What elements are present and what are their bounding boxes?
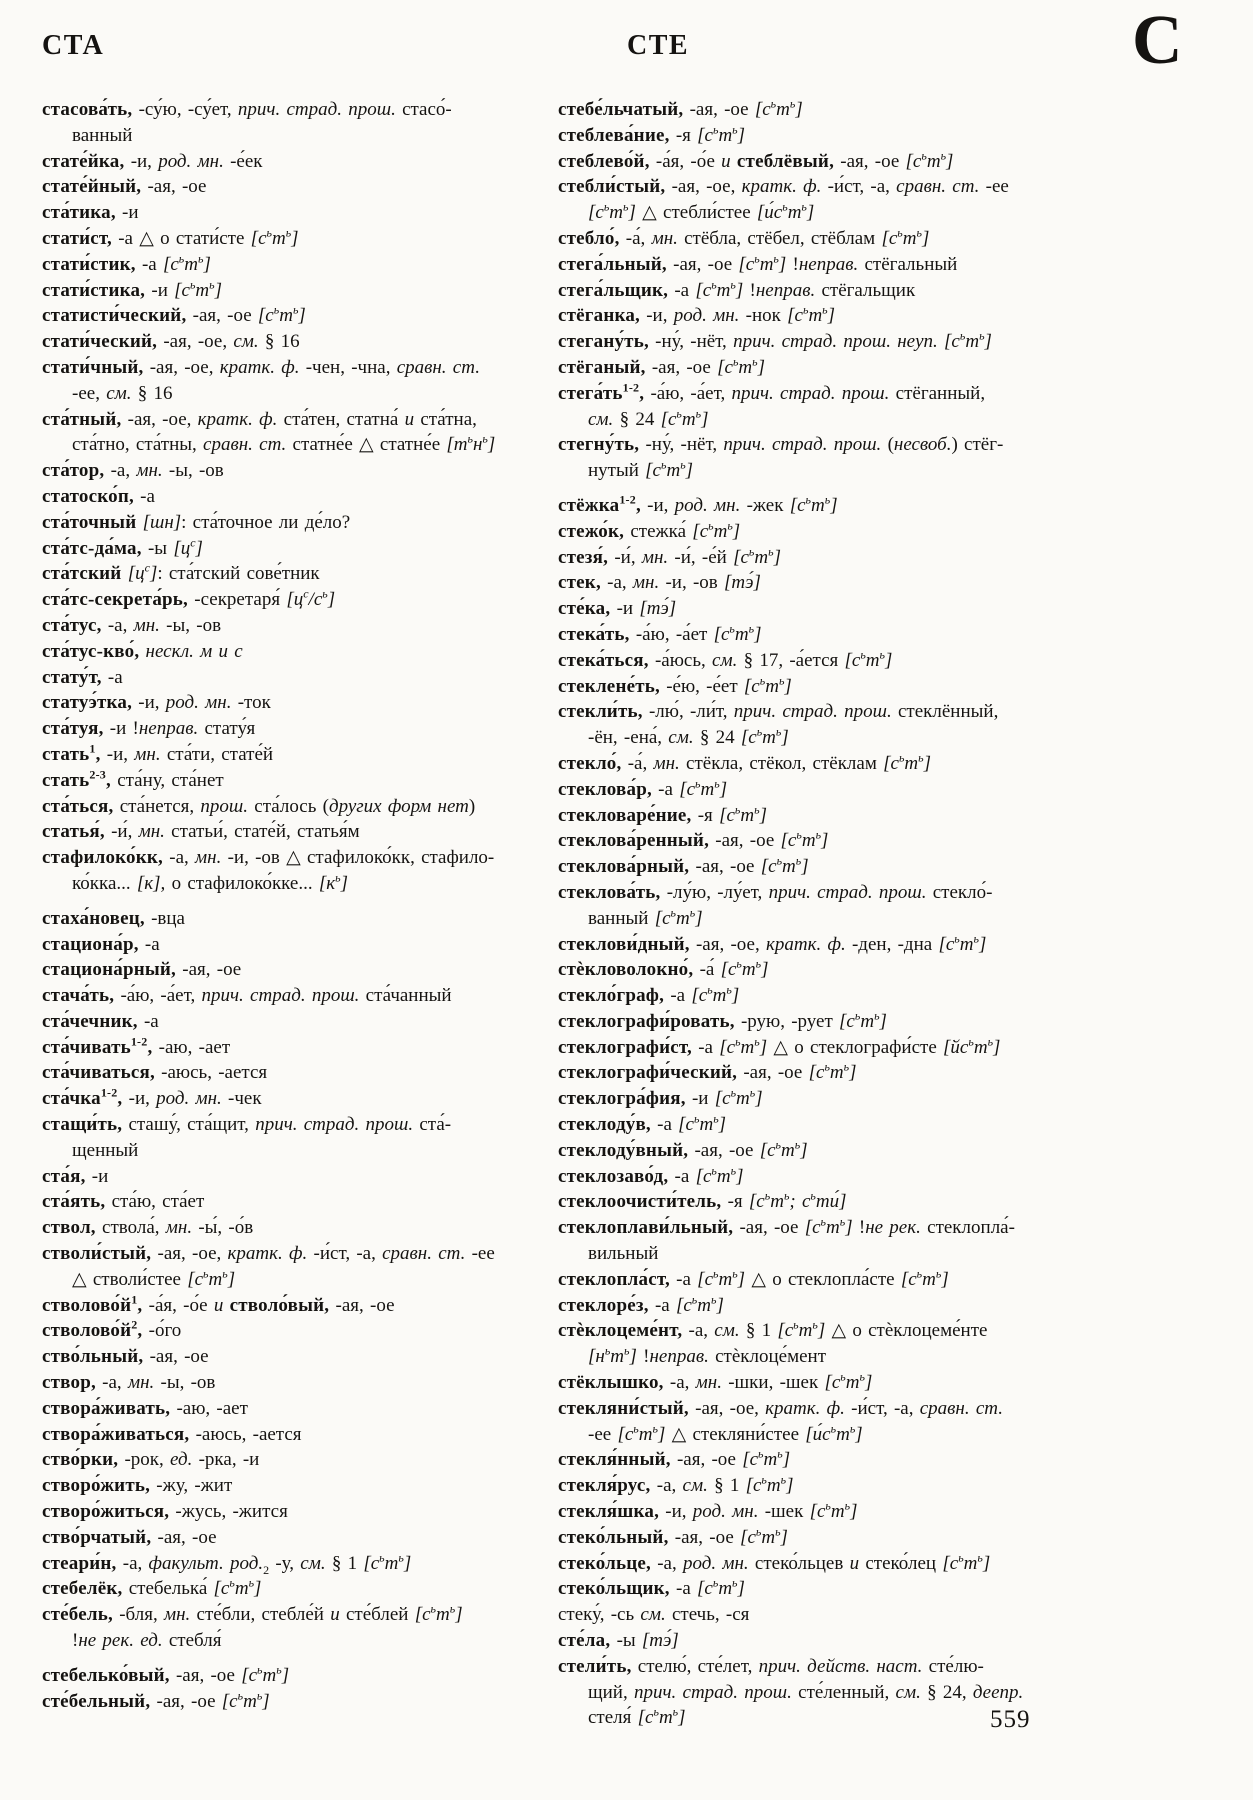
dictionary-entry: стеклографи́ческий, -ая, -ое $[с^ьт^ь]$ xyxy=(558,1060,857,1084)
dictionary-entry: стѐклоцеме́нт, -а, см. § 1 $[с^ьт^ь]$ △ о стѐклоцеме́нте $[н^ьт^ь]$ !неправ. стѐклоце́мент xyxy=(558,1318,988,1368)
dictionary-entry: статоско́п, -а xyxy=(42,485,155,507)
dictionary-entry: стѐкловолокно́, -а́ $[с^ьт^ь]$ xyxy=(558,956,769,981)
dictionary-entry: стеклова́р, -а $[с^ьт^ь]$ xyxy=(558,776,728,800)
dictionary-entry: ста́тс-да́ма, -ы $[ц^с]$ xyxy=(42,535,203,559)
dictionary-entry: стекляни́стый, -ая, -ое, кратк. ф. -и́ст, -а, сравн. ст. -ее $[с^ьт^ь]$ △ стекляни́стее $[и́с^ьт^ь]$ xyxy=(558,1397,1003,1445)
dictionary-entry: стать$^{2-3}$, ста́ну, ста́нет xyxy=(42,767,224,791)
dictionary-entry: стека́ть, -а́ю, -а́ет $[с^ьт^ь]$ xyxy=(558,621,762,645)
dictionary-entry: стасова́ть, -су́ю, -су́ет, прич. страд. прош. стасо́- ванный xyxy=(42,99,452,146)
dictionary-entry: стеклогра́фия, -и $[с^ьт^ь]$ xyxy=(558,1085,763,1110)
dictionary-entry: стеклоре́з, -а $[с^ьт^ь]$ xyxy=(558,1292,724,1316)
dictionary-entry: стеклоплави́льный, -ая, -ое $[с^ьт^ь]$ !не рек. стеклопла́- вильный xyxy=(558,1214,1015,1265)
dictionary-entry: стёжка$^{1-2}$, -и, род. мн. -жек $[с^ьт^ь]$ xyxy=(558,492,838,516)
dictionary-entry: створа́живать, -аю, -ает xyxy=(42,1397,248,1419)
dictionary-entry: стежо́к, стежка́ $[с^ьт^ь]$ xyxy=(558,518,741,542)
left-column xyxy=(42,97,554,1757)
dictionary-entry: стегну́ть, -ну́, -нёт, прич. страд. прош. (несвоб.) стёг- нутый $[с^ьт^ь]$ xyxy=(558,434,1004,482)
dictionary-entry: стёганка, -и, род. мн. -нок $[с^ьт^ь]$ xyxy=(558,303,836,327)
dictionary-entry: стеклова́ть, -лу́ю, -лу́ет, прич. страд. прош. стекло́- ванный $[с^ьт^ь]$ xyxy=(558,881,993,929)
dictionary-entry: ста́тский $[ц^с]$: ста́тский сове́тник xyxy=(42,561,320,585)
dictionary-entry: стебе́льчатый, -ая, -ое $[с^ьт^ь]$ xyxy=(558,97,803,120)
dictionary-entry: стекло́, -а́, мн. стёкла, стёкол, стёклам $[с^ьт^ь]$ xyxy=(558,750,932,774)
dictionary-entry: стекля́рус, -а, см. § 1 $[с^ьт^ь]$ xyxy=(558,1472,794,1497)
dictionary-entry: стезя́, -и́, мн. -и́, -е́й $[с^ьт^ь]$ xyxy=(558,544,781,568)
dictionary-entry: стеклоду́в, -а $[с^ьт^ь]$ xyxy=(558,1111,727,1136)
dictionary-entry: стебелёк, стебелька́ $[с^ьт^ь]$ xyxy=(42,1576,262,1600)
dictionary-entry: стати́чный, -ая, -ое, кратк. ф. -чен, -чна, сравн. ст. -ее, см. § 16 xyxy=(42,356,480,404)
dictionary-entry: стекля́нный, -ая, -ое $[с^ьт^ь]$ xyxy=(558,1447,791,1471)
dictionary-entry: стеблева́ние, -я $[с^ьт^ь]$ xyxy=(558,122,746,146)
dictionary-entry: стати́стик, -а $[с^ьт^ь]$ xyxy=(42,251,211,275)
dictionary-entry: ста́я, -и xyxy=(42,1165,109,1187)
dictionary-entry: статисти́ческий, -ая, -ое $[с^ьт^ь]$ xyxy=(42,303,306,327)
dictionary-entry: стати́ческий, -ая, -ое, см. § 16 xyxy=(42,331,300,353)
dictionary-entry: створа́живаться, -аюсь, -ается xyxy=(42,1423,302,1445)
dictionary-entry: стача́ть, -а́ю, -а́ет, прич. страд. прош. ста́чанный xyxy=(42,985,452,1007)
running-head-right: СТЕ xyxy=(627,30,690,61)
dictionary-entry: $стволово́й^1$, -а́я, -о́е и стволо́вый, -ая, -ое xyxy=(42,1292,395,1316)
dictionary-entry: ста́тс-секрета́рь, -секретаря́ $[ц^с/с^ь]$ xyxy=(42,586,336,611)
dictionary-entry: стек, -а, мн. -и, -ов [тэ́] xyxy=(558,572,761,594)
dictionary-entry: стату́т, -а xyxy=(42,666,123,688)
dictionary-entry: $стволово́й^2$, -о́го xyxy=(42,1318,182,1342)
dictionary-entry: стёганый, -ая, -ое $[с^ьт^ь]$ xyxy=(558,354,766,378)
dictionary-entry: стациона́р, -а xyxy=(42,933,160,955)
dictionary-entry: створо́житься, -жусь, -жится xyxy=(42,1501,288,1523)
dictionary-entry: стека́ться, -а́юсь, см. § 17, -а́ется $[с^ьт^ь]$ xyxy=(558,647,893,671)
dictionary-entry: стать$^1$, -и, мн. ста́ти, стате́й xyxy=(42,741,274,765)
dictionary-entry: стате́йка, -и, род. мн. -е́ек xyxy=(42,150,263,172)
dictionary-entry: стели́ть, стелю́, сте́лет, прич. действ. наст. сте́лю- щий, прич. страд. прош. сте́ленный, см. § 24, деепр. стеля́ $[с^ьт^ь]$ xyxy=(558,1655,1024,1729)
dictionary-entry: стеари́н, -а, факульт. $род._2$ -у, см. § 1 $[с^ьт^ь]$ xyxy=(42,1550,412,1577)
dictionary-entry: стебелько́вый, -ая, -ое $[с^ьт^ь]$ xyxy=(42,1662,290,1686)
dictionary-entry: стациона́рный, -ая, -ое xyxy=(42,959,242,981)
dictionary-entry: ста́тор, -а, мн. -ы, -ов xyxy=(42,460,224,482)
dictionary-entry: $стега́ть^{1-2}$, -а́ю, -а́ет, прич. страд. прош. стёганный, см. § 24 $[с^ьт^ь]$ xyxy=(558,380,986,430)
section-letter: С xyxy=(1132,2,1183,79)
dictionary-entry: ствол, ствола́, мн. -ы́, -о́в xyxy=(42,1217,254,1239)
dictionary-entry: стеклови́дный, -ая, -ое, кратк. ф. -ден, -дна $[с^ьт^ь]$ xyxy=(558,931,987,955)
dictionary-entry: стегану́ть, -ну́, -нёт, прич. страд. прош. неуп. $[с^ьт^ь]$ xyxy=(558,328,992,353)
dictionary-entry: стеблево́й, -а́я, -о́е и стеблёвый, -ая, -ое $[с^ьт^ь]$ xyxy=(558,148,954,172)
dictionary-entry: стеклене́ть, -е́ю, -е́ет $[с^ьт^ь]$ xyxy=(558,673,792,697)
dictionary-entry: стеклова́рный, -ая, -ое $[с^ьт^ь]$ xyxy=(558,853,809,878)
dictionary-entry: ста́точный [шн]: ста́точное ли де́ло? xyxy=(42,511,351,533)
dictionary-entry: стащи́ть, сташу́, ста́щит, прич. страд. прош. ста́- щенный xyxy=(42,1114,452,1161)
dictionary-entry: стаха́новец, -вца xyxy=(42,907,185,929)
page-number: 559 xyxy=(990,1706,1031,1733)
dictionary-entry: ста́тика, -и xyxy=(42,202,139,224)
dictionary-entry: стеко́льце, -а, род. мн. стеко́льцев и стеко́лец $[с^ьт^ь]$ xyxy=(558,1550,991,1574)
dictionary-entry: ство́рчатый, -ая, -ое xyxy=(42,1526,217,1548)
dictionary-entry: створо́жить, -жу, -жит xyxy=(42,1475,233,1497)
dictionary-entry: стеку́, -сь см. стечь, -ся xyxy=(558,1604,750,1626)
dictionary-entry: стеко́льный, -ая, -ое $[с^ьт^ь]$ xyxy=(558,1524,788,1548)
dictionary-entry: стеклова́ренный, -ая, -ое $[с^ьт^ь]$ xyxy=(558,827,829,852)
dictionary-entry: сте́бельный, -ая, -ое $[с^ьт^ь]$ xyxy=(42,1688,270,1712)
dictionary-entry: стволи́стый, -ая, -ое, кратк. ф. -и́ст, -а, сравн. ст. -ее △ стволи́стее $[с^ьт^ь]$ xyxy=(42,1243,495,1290)
dictionary-entry: стекло́граф, -а $[с^ьт^ь]$ xyxy=(558,982,740,1007)
dictionary-entry: ста́чиваться, -аюсь, -ается xyxy=(42,1062,268,1084)
dictionary-entry: стате́йный, -ая, -ое xyxy=(42,176,207,198)
dictionary-entry: сте́ка, -и [тэ́] xyxy=(558,598,677,620)
dictionary-entry: стеклозаво́д, -а $[с^ьт^ь]$ xyxy=(558,1163,744,1187)
dictionary-entry: стеко́льщик, -а $[с^ьт^ь]$ xyxy=(558,1576,745,1600)
dictionary-entry: стекли́ть, -лю́, -ли́т, прич. страд. прош. стеклённый, -ён, -ена́, см. § 24 $[с^ьт^ь]$ xyxy=(558,701,999,749)
dictionary-entry: ство́льный, -ая, -ое xyxy=(42,1346,209,1368)
dictionary-entry: стекля́шка, -и, род. мн. -шек $[с^ьт^ь]$ xyxy=(558,1498,858,1523)
dictionary-entry: ста́тус, -а, мн. -ы, -ов xyxy=(42,614,222,636)
dictionary-entry: стебло́, -а́, мн. стёбла, стёбел, стёблам $[с^ьт^ь]$ xyxy=(558,225,930,249)
dictionary-entry: стекловаре́ние, -я $[с^ьт^ь]$ xyxy=(558,802,767,826)
dictionary-entry: сте́бель, -бля, мн. сте́бли, стебле́й и сте́блей $[с^ьт^ь]$ !не рек. ед. стебля́ xyxy=(42,1601,463,1652)
dictionary-entry: стёклышко, -а, мн. -шки, -шек $[с^ьт^ь]$ xyxy=(558,1369,873,1394)
dictionary-entry: ста́чивать$^{1-2}$, -аю, -ает xyxy=(42,1034,231,1058)
running-head-left: СТА xyxy=(42,30,105,61)
dictionary-entry: ство́рки, -рок, ед. -рка, -и xyxy=(42,1449,260,1471)
dictionary-entry: стати́стика, -и $[с^ьт^ь]$ xyxy=(42,277,223,301)
dictionary-entry: ста́ться, ста́нется, прош. ста́лось (других форм нет) xyxy=(42,795,476,817)
dictionary-entry: стафилоко́кк, -а, мн. -и, -ов △ стафилоко́кк, стафило- ко́кка... [к], о стафилоко́кке... $[к^ь]$ xyxy=(42,847,495,894)
dictionary-entry: ста́тус-кво́, нескл. м и с xyxy=(42,640,243,662)
dictionary-entry: стега́льщик, -а $[с^ьт^ь]$ !неправ. стёгальщик xyxy=(558,277,916,301)
dictionary-entry: ста́туя, -и !неправ. стату́я xyxy=(42,718,256,740)
right-column xyxy=(558,97,1078,1757)
dictionary-entry: стеклографи́ровать, -рую, -рует $[с^ьт^ь]$ xyxy=(558,1008,887,1032)
dictionary-entry: статья́, -и́, мн. статьи́, стате́й, статья́м xyxy=(42,821,360,843)
dictionary-entry: ста́чка$^{1-2}$, -и, род. мн. -чек xyxy=(42,1085,262,1110)
dictionary-entry: створ, -а, мн. -ы, -ов xyxy=(42,1372,216,1394)
dictionary-entry: статуэ́тка, -и, род. мн. -ток xyxy=(42,692,271,714)
dictionary-entry: стеклографи́ст, -а $[с^ьт^ь]$ △ о стеклографи́сте $[йс^ьт^ь]$ xyxy=(558,1034,1001,1058)
dictionary-entry: ста́тный, -ая, -ое, кратк. ф. ста́тен, статна́ и ста́тна, ста́тно, ста́тны, сравн. ст. статне́е △ статне́е $[т^ьн^ь]$ xyxy=(42,408,496,456)
dictionary-entry: ста́ять, ста́ю, ста́ет xyxy=(42,1191,205,1213)
dictionary-entry: стеклоочисти́тель, -я [$с^ьт^ь$; $с^ьти́$] xyxy=(558,1189,847,1213)
dictionary-entry: стебли́стый, -ая, -ое, кратк. ф. -и́ст, -а, сравн. ст. -ее $[с^ьт^ь]$ △ стебли́стее $[и́с^ьт^ь]$ xyxy=(558,176,1009,224)
dictionary-entry: стега́льный, -ая, -ое $[с^ьт^ь]$ !неправ. стёгальный xyxy=(558,251,958,275)
dictionary-entry: ста́чечник, -а xyxy=(42,1010,159,1032)
dictionary-entry: стеклопла́ст, -а $[с^ьт^ь]$ △ о стеклопла́сте $[с^ьт^ь]$ xyxy=(558,1266,949,1290)
dictionary-entry: сте́ла, -ы [тэ́] xyxy=(558,1630,679,1652)
dictionary-entry: стати́ст, -а △ о стати́сте $[с^ьт^ь]$ xyxy=(42,225,299,249)
dictionary-entry: стеклоду́вный, -ая, -ое $[с^ьт^ь]$ xyxy=(558,1137,808,1161)
